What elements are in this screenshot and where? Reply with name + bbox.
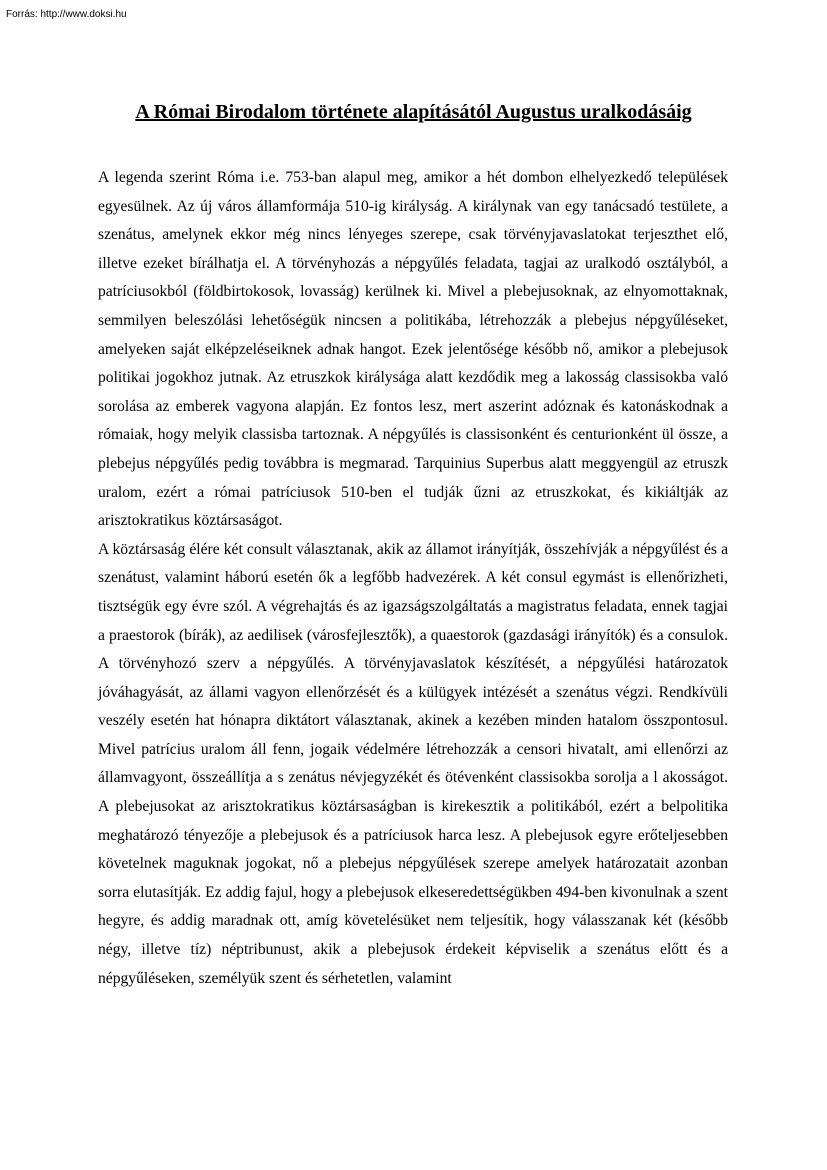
document-title: A Római Birodalom története alapításától Augustus uralkodásáig <box>135 101 692 123</box>
paragraph: A köztársaság élére két consult választanak, akik az államot irányítják, összehívják a népgyűlést és a szenátust, valamint háború esetén ők a legfőbb hadvezérek. A két consul egymást is ellenőrizheti, tisztségük egy évre szól. A végrehajtás és az igazságszolgáltatás a magistratus feladata, ennek tagjai a praestorok (bírák), az aedilisek (városfejlesztők), a quaestorok (gazdasági irányítók) és a consulok. A törvényhozó szerv a népgyűlés. A törvényjavaslatok készítését, a népgyűlési határozatok jóváhagyását, az állami vagyon ellenőrzését és a külügyek intézését a szenátus végzi. Rendkívüli veszély esetén hat hónapra diktátort választanak, akinek a kezében minden hatalom összpontosul. Mivel patrícius uralom áll fenn, jogaik védelmére létrehozzák a censori hivatalt, ami ellenőrzi az államvagyont, összeállítja a s zenátus névjegyzékét és ötévenként classisokba sorolja a l akosságot. A plebejusokat az arisztokratikus köztársaságban is kirekesztik a politikából, ezért a belpolitika meghatározó tényezője a plebejusok és a patríciusok harca lesz. A plebejusok egyre erőteljesebben követelnek maguknak jogokat, nő a plebejus népgyűlések szerepe amelyek határozatait azonban sorra elutasítják. Ez addig fajul, hogy a plebejusok elkeseredettségükben 494-ben kivonulnak a szent hegyre, és addig maradnak ott, amíg követelésüket nem teljesítik, hogy válasszanak két (később négy, illetve tíz) néptribunust, akik a plebejusok érdekeit képviselik a szenátus előtt és a népgyűléseken, személyük szent és sérhetetlen, valamint <box>98 540 728 987</box>
paragraph: A legenda szerint Róma i.e. 753-ban alapul meg, amikor a hét dombon elhelyezkedő települések egyesülnek. Az új város államformája 510-ig királyság. A királynak van egy tanácsadó testülete, a szenátus, amelynek ekkor még nincs lényeges szerepe, csak törvényjavaslatokat terjeszthet elő, illetve ezeket bírálhatja el. A törvényhozás a népgyűlés feladata, tagjai az uralkodó osztályból, a patríciusokból (földbirtokosok, lovasság) kerülnek ki. Mivel a plebejusoknak, az elnyomottaknak, semmilyen beleszólási lehetőségük nincsen a politikába, létrehozzák a plebejus népgyűléseket, amelyeken saját elképzeléseiknek adnak hangot. Ezek jelentősége később nő, amikor a plebejusok politikai jogokhoz jutnak. Az etruszkok királysága alatt kezdődik meg a lakosság classisokba való sorolása az emberek vagyona alapján. Ez fontos lesz, mert aszerint adóznak és katonáskodnak a rómaiak, hogy melyik classisba tartoznak. A népgyűlés is classisonként és centurionként ül össze, a plebejus népgyűlés pedig továbbra is megmarad. Tarquinius Superbus alatt meggyengül az etruszk uralom, ezért a római patríciusok 510-ben el tudják űzni az etruszkokat, és kikiáltják az arisztokratikus köztársaságot. <box>98 169 728 530</box>
source-label: Forrás: http://www.doksi.hu <box>6 9 127 20</box>
document-body <box>98 164 728 993</box>
